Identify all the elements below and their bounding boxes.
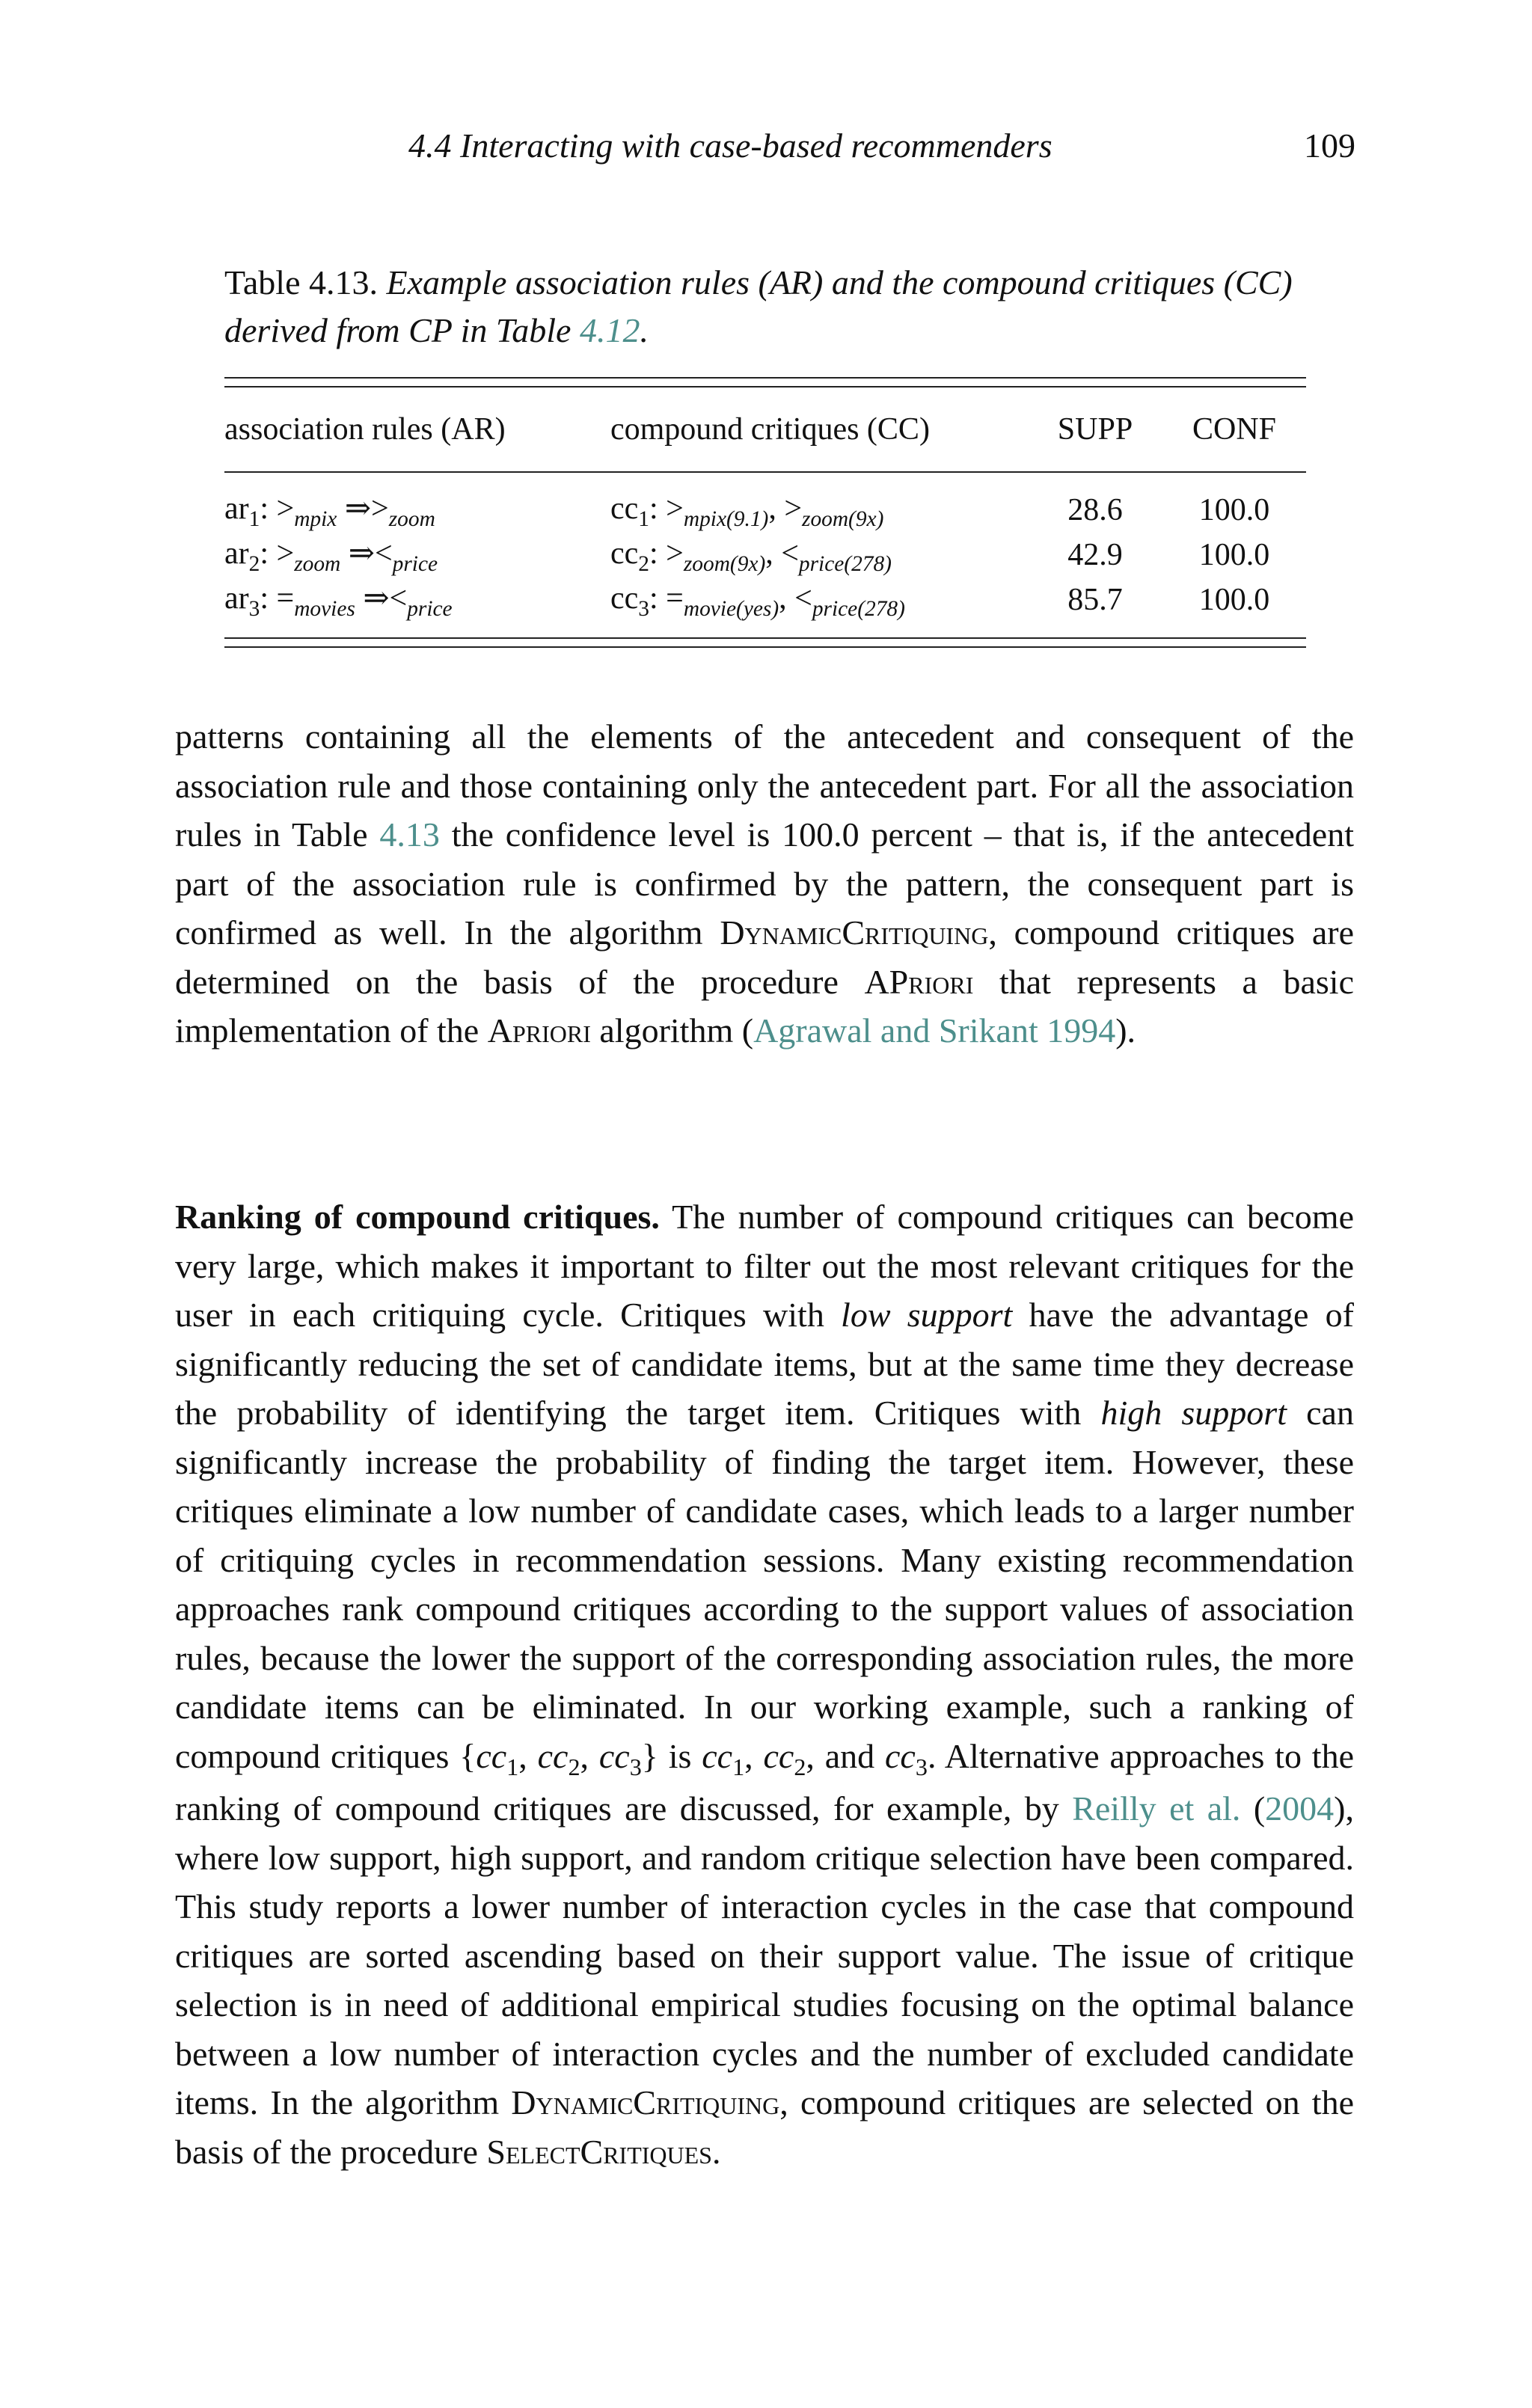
math-index: 1 — [506, 1753, 519, 1780]
caption-label: Table 4.13. — [224, 263, 379, 301]
algorithm-name: Apriori — [487, 1011, 591, 1050]
critique-name: cc — [610, 581, 639, 616]
implies-symbol: ⇒ — [344, 491, 372, 526]
operator: < — [781, 536, 799, 571]
table-grid — [224, 387, 1306, 637]
critique-name: cc — [610, 536, 639, 571]
rule-name: ar — [224, 536, 249, 571]
table-row — [224, 578, 1306, 637]
math-var: cc — [598, 1736, 630, 1775]
supp-cell: 28.6 — [1067, 493, 1123, 527]
text-run: , compound critiques are selected on the basis of the procedure — [175, 2083, 1354, 2171]
math-index: 2 — [568, 1753, 580, 1780]
caption-text-part: in Table — [460, 311, 572, 349]
operator: > — [371, 491, 389, 526]
rule-name: ar — [224, 581, 249, 616]
critique-index: 2 — [638, 552, 649, 576]
attribute: movies — [294, 597, 355, 621]
math-index: 2 — [794, 1753, 806, 1780]
text-run: , — [580, 1736, 599, 1775]
attribute: zoom(9x) — [802, 507, 884, 531]
table-row — [224, 533, 1306, 578]
text-run: ). — [1115, 1011, 1136, 1050]
operator: > — [784, 491, 802, 526]
math-var: cc — [702, 1736, 733, 1775]
table-ref-link[interactable]: 4.12 — [579, 311, 640, 349]
caption-end: . — [640, 311, 649, 349]
caption-text — [224, 263, 1293, 349]
rule-index: 1 — [248, 507, 260, 531]
math-var: cc — [476, 1736, 507, 1775]
critique-name: cc — [610, 491, 639, 526]
colon: : — [260, 581, 269, 616]
table-row — [224, 473, 1306, 533]
colon: : — [260, 536, 269, 571]
citation-link[interactable]: Reilly et al. — [1072, 1789, 1241, 1828]
col-header-supp: SUPP — [1057, 412, 1133, 447]
association-rules-table — [224, 377, 1306, 648]
math-var: cc — [763, 1736, 794, 1775]
attribute: mpix — [294, 507, 337, 531]
attribute: mpix(9.1) — [683, 507, 769, 531]
algorithm-name: DynamicCritiquing — [720, 913, 989, 952]
attribute: zoom — [294, 552, 341, 576]
rule-index: 3 — [248, 597, 260, 621]
table-bottom-rule — [224, 637, 1306, 648]
ar-cell — [224, 533, 610, 578]
text-run: , — [744, 1736, 764, 1775]
operator: < — [389, 581, 408, 616]
attribute: zoom — [388, 507, 435, 531]
colon: : — [649, 581, 658, 616]
text-run: , and — [806, 1736, 885, 1775]
operator: > — [276, 536, 295, 571]
text-run: . — [711, 2132, 721, 2171]
body-paragraph — [175, 1192, 1354, 2176]
cc-cell — [610, 473, 1028, 533]
text-run: The number of compound critiques can become very large, which makes it important to filter out the most relevant critiques for the user in each critiquing cycle. Critiques with — [175, 1198, 1354, 1334]
rule-index: 2 — [248, 552, 260, 576]
rule-name: ar — [224, 491, 249, 526]
math-index: 1 — [732, 1753, 745, 1780]
emphasis: high support — [1100, 1394, 1287, 1432]
operator: < — [374, 536, 393, 571]
ar-cell — [224, 473, 610, 533]
math-var: cc — [885, 1736, 916, 1775]
operator: > — [666, 491, 684, 526]
attribute: zoom(9x) — [683, 552, 766, 576]
operator: < — [794, 581, 812, 616]
math-var: cc — [537, 1736, 569, 1775]
conf-cell: 100.0 — [1198, 493, 1270, 527]
emphasis: low support — [841, 1296, 1013, 1334]
caption-text-part: Example association rules (AR) and the compound critiques (CC) derived from — [224, 263, 1293, 349]
running-head: 4.4 Interacting with case-based recommenders — [408, 126, 1053, 165]
table-header-row — [224, 387, 1306, 471]
table-ref-link[interactable]: 4.13 — [379, 815, 440, 854]
operator: > — [666, 536, 684, 571]
cc-cell — [610, 533, 1028, 578]
math-index: 3 — [629, 1753, 642, 1780]
conf-cell: 100.0 — [1198, 583, 1270, 617]
operator: > — [276, 491, 295, 526]
attribute: price(278) — [798, 552, 892, 576]
colon: : — [260, 491, 269, 526]
critique-index: 1 — [638, 507, 649, 531]
cc-cell — [610, 578, 1028, 637]
separator: , — [765, 536, 773, 571]
table-caption — [224, 259, 1309, 355]
colon: : — [649, 491, 658, 526]
separator: , — [779, 581, 787, 616]
text-run: can significantly increase the probability of finding the target item. However, these critiques eliminate a low number of candidate cases, which leads to a larger number of critiquing cycles in recommendation sessions. Many existing recommendation approaches rank compound critiques according to the support values of association rules, because the lower the support of the corresponding association rules, the more candidate items can be eliminated. In our working example, such a ranking of compound critiques { — [175, 1394, 1354, 1775]
col-header-ar: association rules (AR) — [224, 412, 506, 447]
paragraph-heading: Ranking of compound critiques. — [175, 1198, 660, 1236]
supp-cell: 42.9 — [1067, 538, 1123, 572]
text-run: patterns containing all the elements of the antecedent and consequent of the association rule and those containing only the antecedent part. For all the association rules in Table — [175, 717, 1354, 854]
ar-cell — [224, 578, 610, 637]
text-run: ), where low support, high support, and random critique selection have been compared. This study reports a lower number of interaction cycles in the case that compound critiques are sorted ascending based on their support value. The issue of critique selection is in need of additional empirical studies focusing on the optimal balance between a low number of interaction cycles and the number of excluded candidate items. In the algorithm — [175, 1789, 1354, 2121]
procedure-name: SelectCritiques — [486, 2132, 712, 2171]
colon: : — [649, 536, 658, 571]
conf-cell: 100.0 — [1198, 538, 1270, 572]
attribute: movie(yes) — [683, 597, 779, 621]
text-run: , compound critiques are determined on the basis of the procedure — [175, 913, 1355, 1001]
operator: = — [276, 581, 295, 616]
text-run: . Alternative approaches to the ranking of compound critiques are discussed, for example, by — [175, 1736, 1354, 1828]
implies-symbol: ⇒ — [348, 536, 375, 571]
text-run: } is — [641, 1736, 702, 1775]
math-index: 3 — [915, 1753, 928, 1780]
table-top-rule — [224, 377, 1306, 387]
text-run: , — [518, 1736, 538, 1775]
procedure-name: APriori — [864, 962, 974, 1001]
text-run: ( — [1240, 1789, 1266, 1828]
caption-cp: CP — [408, 311, 453, 349]
col-header-conf: CONF — [1192, 412, 1277, 447]
critique-index: 3 — [638, 597, 649, 621]
text-run: that represents a basic implementation of the — [175, 962, 1355, 1050]
page-header — [0, 126, 1532, 174]
text-run: the confidence level is 100.0 percent – that is, if the antecedent part of the association rule is confirmed by the pattern, the consequent part is confirmed as well. In the algorithm — [175, 815, 1354, 952]
text-run: have the advantage of significantly reducing the set of candidate items, but at the same time they decrease the probability of identifying the target item. Critiques with — [175, 1296, 1354, 1432]
attribute: price(278) — [812, 597, 905, 621]
operator: = — [666, 581, 684, 616]
body-paragraph — [175, 712, 1354, 1056]
page-number: 109 — [1304, 126, 1355, 165]
text-run: algorithm ( — [590, 1011, 754, 1050]
algorithm-name: DynamicCritiquing — [511, 2083, 780, 2121]
attribute: price — [392, 552, 438, 576]
attribute: price — [407, 597, 453, 621]
supp-cell: 85.7 — [1067, 583, 1123, 617]
col-header-cc: compound critiques (CC) — [610, 412, 930, 447]
citation-link[interactable]: Agrawal and Srikant 1994 — [753, 1011, 1116, 1050]
separator: , — [768, 491, 776, 526]
citation-year-link[interactable]: 2004 — [1265, 1789, 1335, 1828]
implies-symbol: ⇒ — [363, 581, 390, 616]
